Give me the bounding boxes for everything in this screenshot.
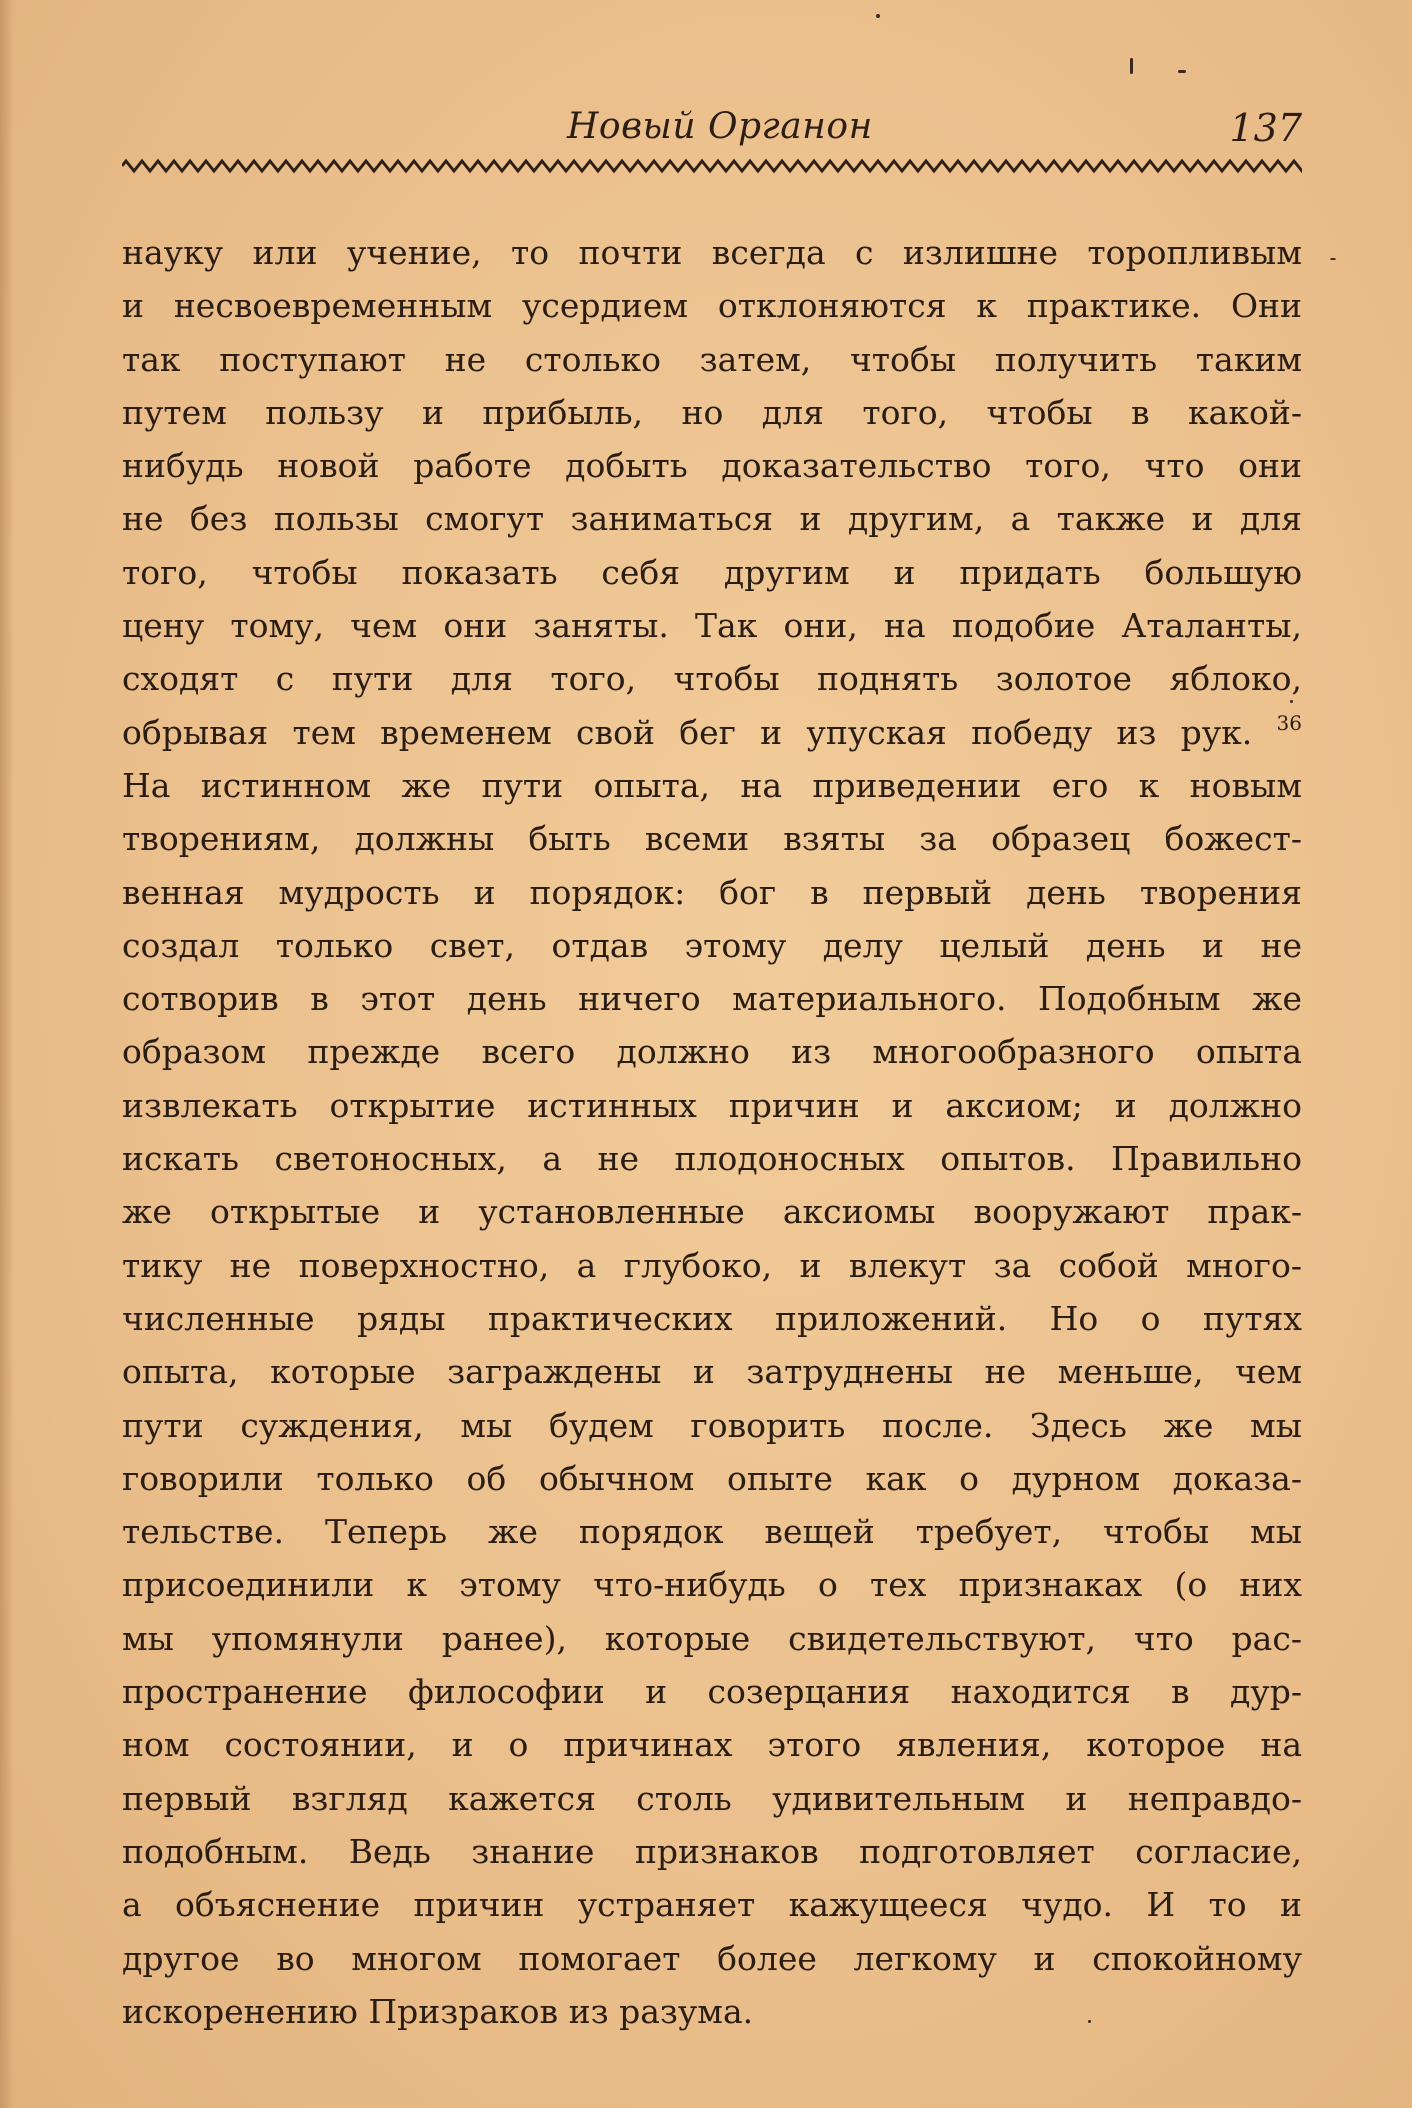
text-line: а объяснение причин устраняет кажущееся чудо. И то и xyxy=(122,1885,1302,1925)
text-line: цену тому, чем они заняты. Так они, на подобие Аталанты, xyxy=(122,606,1302,646)
running-head xyxy=(122,100,1302,160)
text-line: опыта, которые заграждены и затруднены не меньше, чем xyxy=(122,1352,1302,1392)
text-line: сходят с пути для того, чтобы поднять золотое яблоко, xyxy=(122,659,1302,699)
text-line: присоединили к этому что-нибудь о тех признаках (о них xyxy=(122,1565,1302,1605)
text-line: создал только свет, отдав этому делу целый день и не xyxy=(122,925,1302,965)
text-line: говорили только об обычном опыте как о дурном доказа- xyxy=(122,1458,1302,1498)
text-line: венная мудрость и порядок: бог в первый день творения xyxy=(122,872,1302,912)
text-line: не без пользы смогут заниматься и другим, а также и для xyxy=(122,499,1302,539)
ink-speck xyxy=(1178,70,1186,73)
text-line: численные ряды практических приложений. Но о путях xyxy=(122,1298,1302,1338)
page-binding-shadow xyxy=(0,0,14,2108)
running-title: Новый Органон xyxy=(567,106,873,147)
text-line: пространение философии и созерцания находится в дур- xyxy=(122,1672,1302,1712)
text-line: науку или учение, то почти всегда с излишне торопливым xyxy=(122,233,1302,272)
text-line: пути суждения, мы будем говорить после. Здесь же мы xyxy=(122,1405,1302,1445)
text-line: нибудь новой работе добыть доказательство того, что они xyxy=(122,446,1302,486)
text-line-last: искоренению Призраков из разума. xyxy=(122,1991,754,2031)
ink-speck xyxy=(1130,58,1133,74)
ink-speck xyxy=(1330,258,1336,260)
text-line: другое во многом помогает более легкому и спокойному xyxy=(122,1938,1302,1978)
text-line-with-footnote xyxy=(122,706,1302,759)
text-line: сотворив в этот день ничего материального. Подобным же xyxy=(122,979,1302,1019)
text-line: тельстве. Теперь же порядок вещей требует, чтобы мы xyxy=(122,1512,1302,1552)
text-line: путем пользу и прибыль, но для того, чтобы в какой- xyxy=(122,392,1302,432)
text-line: того, чтобы показать себя другим и придать большую xyxy=(122,552,1302,592)
text-line: На истинном же пути опыта, на приведении его к новым xyxy=(122,765,1302,805)
footnote-reference[interactable]: 36 xyxy=(1276,710,1302,735)
text-line: и несвоевременным усердием отклоняются к практике. Они xyxy=(122,286,1302,326)
body-text xyxy=(122,226,1302,2038)
text-line: извлекать открытие истинных причин и аксиом; и должно xyxy=(122,1085,1302,1125)
text-line: творениям, должны быть всеми взяты за образец божест- xyxy=(122,819,1302,859)
text-line: же открытые и установленные аксиомы вооружают прак- xyxy=(122,1192,1302,1232)
text-line: тику не поверхностно, а глубоко, и влекут за собой много- xyxy=(122,1245,1302,1285)
text-line: подобным. Ведь знание признаков подготовляет согласие, xyxy=(122,1831,1302,1871)
text-line: искать светоносных, а не плодоносных опытов. Правильно xyxy=(122,1139,1302,1179)
text-line: мы упомянули ранее), которые свидетельствуют, что рас- xyxy=(122,1618,1302,1658)
text-line: первый взгляд кажется столь удивительным и неправдо- xyxy=(122,1778,1302,1818)
text-line-content: обрывая тем временем свой бег и упуская победу из рук. xyxy=(122,712,1253,752)
page-number: 137 xyxy=(1229,106,1302,150)
text-line: образом прежде всего должно из многообразного опыта xyxy=(122,1032,1302,1072)
ornamental-rule xyxy=(122,158,1302,174)
ink-speck xyxy=(876,14,880,18)
text-line: ном состоянии, и о причинах этого явления, которое на xyxy=(122,1725,1302,1765)
text-line: так поступают не столько затем, чтобы получить таким xyxy=(122,339,1302,379)
